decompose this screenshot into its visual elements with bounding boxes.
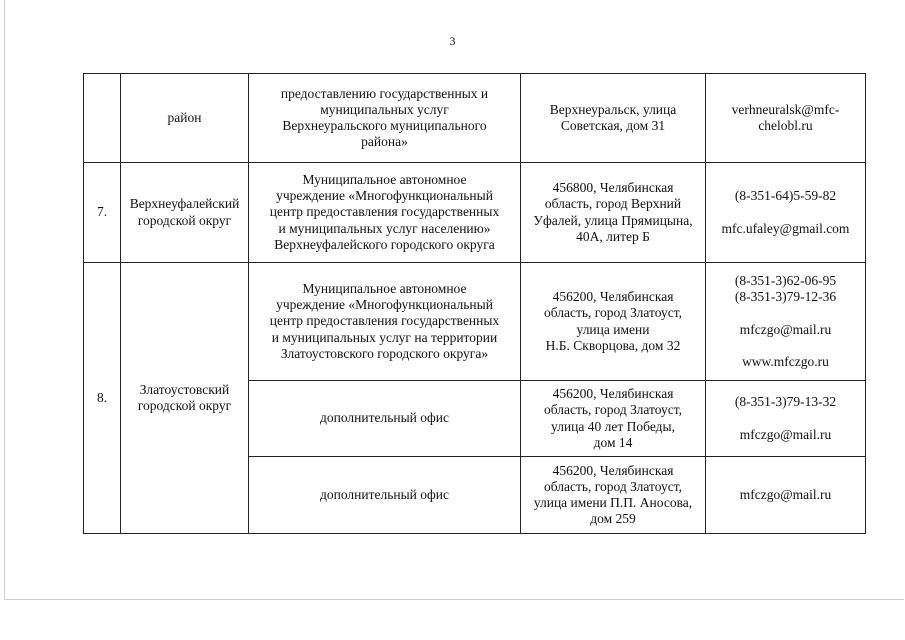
scan-edge-left	[4, 0, 5, 600]
table-row	[84, 263, 866, 381]
row-number-cell	[84, 74, 121, 163]
contacts-cell: (8-351-3)79-13-32 mfczgo@mail.ru	[706, 381, 866, 457]
organization-name-cell: дополнительный офис	[249, 381, 521, 457]
row-number-cell: 8.	[84, 263, 121, 534]
table-row	[84, 163, 866, 263]
organization-name-cell: Муниципальное автономное учреждение «Многофункциональный центр предоставления государственных и муниципальных услуг на территории Златоустовского городского округа»	[249, 263, 521, 381]
address-cell: Верхнеуральск, улица Советская, дом 31	[521, 74, 706, 163]
organization-name-cell: Муниципальное автономное учреждение «Многофункциональный центр предоставления государственных и муниципальных услуг населению» Верхнеуфалейского городского округа	[249, 163, 521, 263]
contacts-cell: (8-351-3)62-06-95 (8-351-3)79-12-36 mfczgo@mail.ru www.mfczgo.ru	[706, 263, 866, 381]
table-row	[84, 74, 866, 163]
scan-edge-bottom	[4, 599, 904, 600]
district-cell: Верхнеуфалейский городской округ	[121, 163, 249, 263]
contacts-cell: (8-351-64)5-59-82 mfc.ufaley@gmail.com	[706, 163, 866, 263]
district-cell: Златоустовский городской округ	[121, 263, 249, 534]
organization-name-cell: предоставлению государственных и муниципальных услуг Верхнеуральского муниципального района»	[249, 74, 521, 163]
organization-name-cell: дополнительный офис	[249, 457, 521, 534]
contacts-cell: verhneuralsk@mfc- chelobl.ru	[706, 74, 866, 163]
mfc-table	[83, 73, 866, 534]
row-number-cell: 7.	[84, 163, 121, 263]
address-cell: 456200, Челябинская область, город Златоуст, улица имени Н.Б. Скворцова, дом 32	[521, 263, 706, 381]
address-cell: 456800, Челябинская область, город Верхний Уфалей, улица Прямицына, 40А, литер Б	[521, 163, 706, 263]
contacts-cell: mfczgo@mail.ru	[706, 457, 866, 534]
address-cell: 456200, Челябинская область, город Златоуст, улица 40 лет Победы, дом 14	[521, 381, 706, 457]
district-cell: район	[121, 74, 249, 163]
page-number: 3	[449, 34, 456, 48]
address-cell: 456200, Челябинская область, город Златоуст, улица имени П.П. Аносова, дом 259	[521, 457, 706, 534]
